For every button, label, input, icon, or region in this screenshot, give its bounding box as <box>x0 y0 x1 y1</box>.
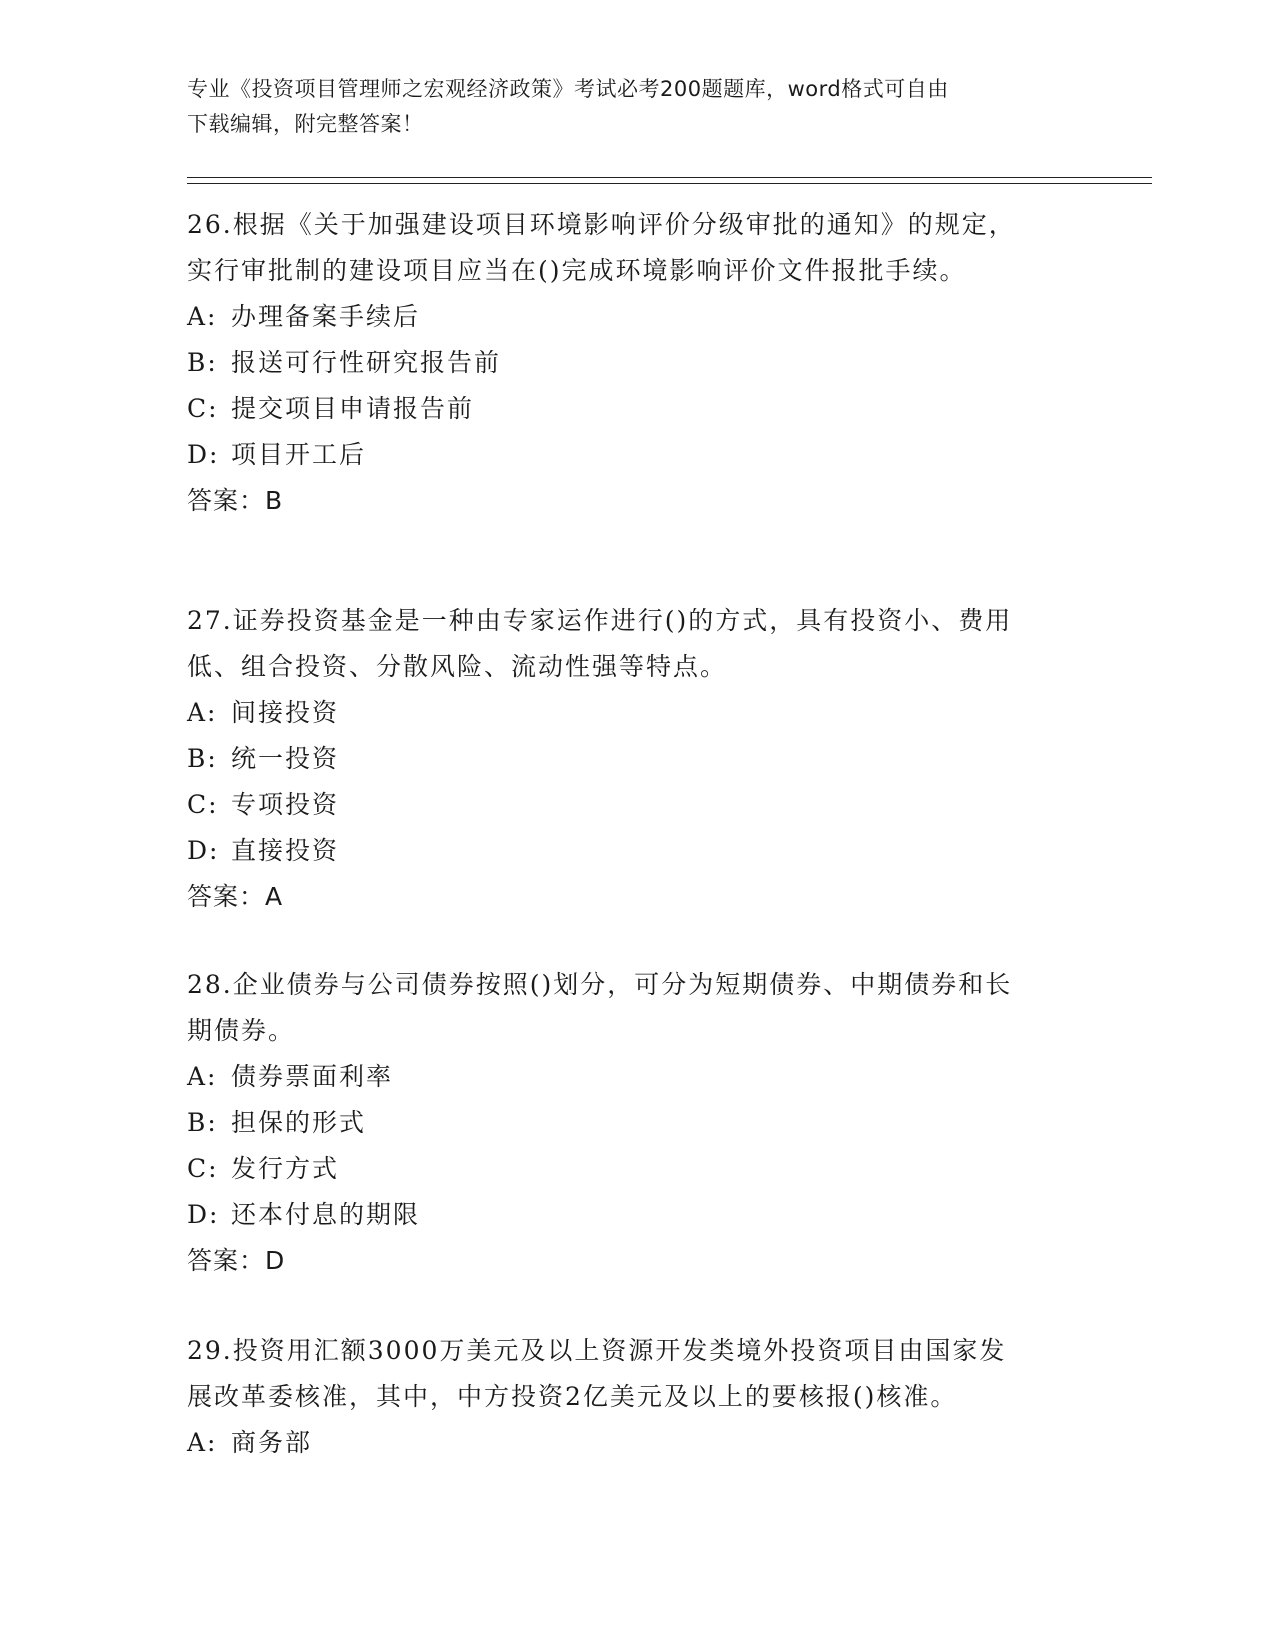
option-text: 商务部 <box>231 1428 313 1457</box>
option-text: 办理备案手续后 <box>231 302 421 331</box>
header-divider-top <box>187 177 1152 178</box>
answer-line: 答案：B <box>187 486 284 515</box>
option-key: A: <box>187 302 218 331</box>
option-c <box>187 386 1087 432</box>
option-key: A: <box>187 1428 218 1457</box>
answer-line: 答案：D <box>187 1246 286 1275</box>
option-text: 债券票面利率 <box>231 1062 394 1091</box>
option-d <box>187 828 1087 874</box>
question-stem-line: 28.企业债券与公司债券按照()划分，可分为短期债券、中期债券和长 <box>187 970 1013 999</box>
option-text: 专项投资 <box>231 790 340 819</box>
option-c <box>187 782 1087 828</box>
option-text: 发行方式 <box>231 1154 340 1183</box>
header-line-1: 专业《投资项目管理师之宏观经济政策》考试必考200题题库，word格式可自由 <box>187 77 949 101</box>
answer-line: 答案：A <box>187 882 284 911</box>
option-b <box>187 340 1087 386</box>
option-key: C: <box>187 394 219 423</box>
header-line-2: 下载编辑，附完整答案！ <box>187 112 424 136</box>
question-28 <box>187 962 1087 1284</box>
option-c <box>187 1146 1087 1192</box>
question-stem-line: 29.投资用汇额3000万美元及以上资源开发类境外投资项目由国家发 <box>187 1336 1007 1365</box>
question-stem-line: 26.根据《关于加强建设项目环境影响评价分级审批的通知》的规定， <box>187 210 1016 239</box>
option-text: 担保的形式 <box>231 1108 367 1137</box>
option-text: 还本付息的期限 <box>231 1200 421 1229</box>
option-d <box>187 432 1087 478</box>
option-key: D: <box>187 836 220 865</box>
question-26 <box>187 202 1087 524</box>
question-stem-line: 实行审批制的建设项目应当在()完成环境影响评价文件报批手续。 <box>187 256 967 285</box>
question-stem-line: 低、组合投资、分散风险、流动性强等特点。 <box>187 652 728 681</box>
document-header <box>187 72 1067 142</box>
option-text: 统一投资 <box>231 744 340 773</box>
option-d <box>187 1192 1087 1238</box>
option-key: A: <box>187 1062 218 1091</box>
question-stem-line: 27.证券投资基金是一种由专家运作进行()的方式，具有投资小、费用 <box>187 606 1013 635</box>
option-key: C: <box>187 790 219 819</box>
option-a <box>187 294 1087 340</box>
question-stem-line: 展改革委核准，其中，中方投资2亿美元及以上的要核报()核准。 <box>187 1382 958 1411</box>
option-text: 直接投资 <box>231 836 340 865</box>
option-key: C: <box>187 1154 219 1183</box>
option-key: B: <box>187 744 218 773</box>
option-b <box>187 1100 1087 1146</box>
question-29 <box>187 1328 1087 1466</box>
question-27 <box>187 598 1087 920</box>
question-stem-line: 期债券。 <box>187 1016 296 1045</box>
option-text: 报送可行性研究报告前 <box>231 348 502 377</box>
option-key: B: <box>187 348 218 377</box>
option-a <box>187 1054 1087 1100</box>
option-key: A: <box>187 698 218 727</box>
option-key: D: <box>187 1200 220 1229</box>
option-key: B: <box>187 1108 218 1137</box>
option-a <box>187 690 1087 736</box>
header-divider-bottom <box>187 183 1152 184</box>
option-a <box>187 1420 1087 1466</box>
option-text: 提交项目申请报告前 <box>231 394 475 423</box>
option-b <box>187 736 1087 782</box>
option-text: 间接投资 <box>231 698 340 727</box>
option-text: 项目开工后 <box>231 440 367 469</box>
option-key: D: <box>187 440 220 469</box>
